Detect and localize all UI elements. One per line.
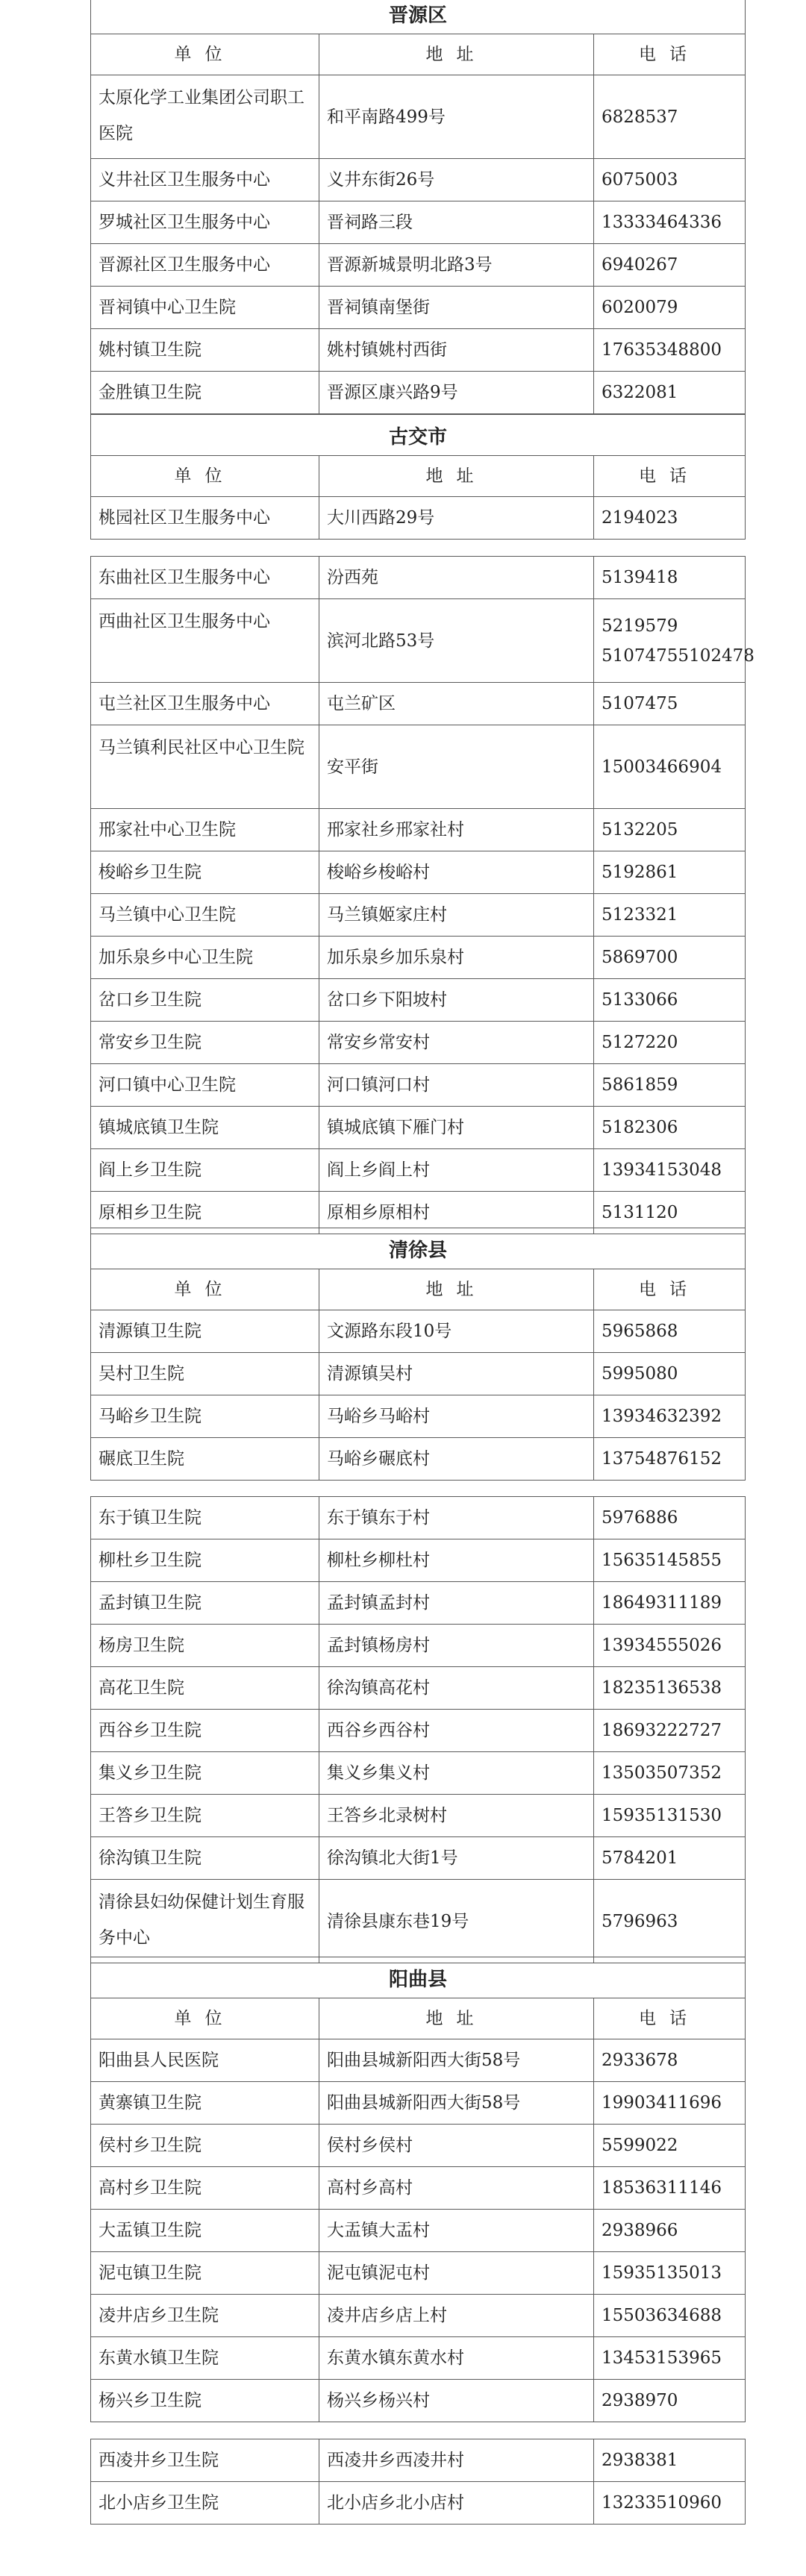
table-block (90, 414, 746, 540)
header-address: 地址 (319, 1998, 594, 2039)
phone-number: 18649311189 (602, 1593, 722, 1613)
table-row (91, 725, 745, 809)
phone-cell (594, 2125, 745, 2166)
unit-cell: 集义乡卫生院 (91, 1752, 319, 1794)
table-block (90, 2439, 746, 2525)
address-cell: 晋源区康兴路9号 (319, 372, 594, 413)
header-unit: 单位 (91, 34, 319, 75)
table-row (91, 2210, 745, 2252)
table-block (90, 1496, 746, 1963)
unit-cell: 梭峪乡卫生院 (91, 851, 319, 893)
phone-cell (594, 725, 745, 808)
table-row (91, 497, 745, 540)
table-row (91, 75, 745, 159)
phone-cell (594, 2380, 745, 2422)
table-row (91, 1353, 745, 1395)
address-cell: 柳杜乡柳杜村 (319, 1539, 594, 1581)
table-row (91, 1064, 745, 1107)
address-cell: 阎上乡阎上村 (319, 1149, 594, 1191)
phone-cell (594, 2439, 745, 2481)
phone-cell (594, 201, 745, 243)
phone-number: 13934153048 (602, 1160, 722, 1180)
address-cell: 高村乡高村 (319, 2167, 594, 2209)
address-cell: 王答乡北录树村 (319, 1795, 594, 1836)
phone-cell (594, 329, 745, 371)
header-unit: 单位 (91, 456, 319, 496)
unit-cell: 常安乡卫生院 (91, 1022, 319, 1063)
phone-number: 6828537 (602, 107, 678, 127)
phone-number: 5869700 (602, 948, 678, 967)
table-row (91, 2252, 745, 2295)
phone-number: 5139418 (602, 568, 678, 587)
table-row (91, 1880, 745, 1963)
phone-cell (594, 557, 745, 598)
address-cell: 孟封镇杨房村 (319, 1625, 594, 1666)
table-row (91, 1795, 745, 1837)
unit-cell: 晋源社区卫生服务中心 (91, 244, 319, 286)
phone-number: 5965868 (602, 1322, 678, 1341)
unit-cell: 吴村卫生院 (91, 1353, 319, 1395)
table-row (91, 2039, 745, 2082)
phone-cell (594, 159, 745, 201)
phone-number: 13934632392 (602, 1407, 722, 1426)
phone-cell (594, 599, 755, 682)
table-row (91, 1395, 745, 1438)
table-row (91, 979, 745, 1022)
address-cell: 马峪乡马峪村 (319, 1395, 594, 1437)
header-phone: 电话 (639, 45, 700, 64)
phone-cell (594, 894, 745, 936)
phone-number: 5192861 (602, 863, 678, 882)
header-address: 地址 (319, 1269, 594, 1310)
table-row (91, 1022, 745, 1064)
phone-cell (594, 1582, 745, 1624)
phone-number: 6322081 (602, 383, 678, 402)
phone-cell (594, 1107, 745, 1148)
table-row (91, 2082, 745, 2125)
table-header-row (91, 34, 745, 75)
phone-number: 18235136538 (602, 1678, 722, 1698)
phone-cell (594, 497, 745, 539)
table-row (91, 372, 745, 414)
address-cell: 孟封镇孟封村 (319, 1582, 594, 1624)
phone-cell (594, 1022, 745, 1063)
table-row (91, 287, 745, 329)
unit-cell: 泥屯镇卫生院 (91, 2252, 319, 2294)
phone-cell (594, 937, 745, 978)
address-cell: 汾西苑 (319, 557, 594, 598)
table-row (91, 557, 745, 599)
phone-number: 2194023 (602, 508, 678, 528)
phone-number: 5219579 (602, 616, 678, 636)
region-title: 清徐县 (91, 1228, 745, 1269)
phone-cell (594, 1353, 745, 1395)
unit-cell: 西谷乡卫生院 (91, 1710, 319, 1751)
phone-number: 15503634688 (602, 2306, 722, 2325)
phone-cell (594, 1395, 745, 1437)
unit-cell: 黄寨镇卫生院 (91, 2082, 319, 2124)
address-cell: 晋祠路三段 (319, 201, 594, 243)
unit-cell: 原相乡卫生院 (91, 1192, 319, 1234)
phone-number: 5995080 (602, 1364, 678, 1384)
table-row (91, 329, 745, 372)
phone-cell (594, 1880, 745, 1963)
address-cell: 东黄水镇东黄水村 (319, 2337, 594, 2379)
unit-cell: 凌井店乡卫生院 (91, 2295, 319, 2336)
address-cell: 梭峪乡梭峪村 (319, 851, 594, 893)
address-cell: 凌井店乡店上村 (319, 2295, 594, 2336)
phone-cell (594, 1438, 745, 1480)
phone-number: 18693222727 (602, 1721, 722, 1740)
address-cell: 大盂镇大盂村 (319, 2210, 594, 2251)
unit-cell: 东黄水镇卫生院 (91, 2337, 319, 2379)
phone-number: 5784201 (602, 1848, 678, 1868)
unit-cell: 阎上乡卫生院 (91, 1149, 319, 1191)
header-unit: 单位 (91, 1998, 319, 2039)
phone-number: 18536311146 (602, 2178, 722, 2198)
region-title: 古交市 (91, 415, 745, 456)
unit-cell: 侯村乡卫生院 (91, 2125, 319, 2166)
phone-number: 2933678 (602, 2051, 678, 2070)
phone-number: 5976886 (602, 1508, 678, 1528)
unit-cell: 阳曲县人民医院 (91, 2039, 319, 2081)
phone-number: 15935131530 (602, 1806, 722, 1825)
table-header-row (91, 1998, 745, 2039)
unit-cell: 屯兰社区卫生服务中心 (91, 683, 319, 725)
unit-cell: 高花卫生院 (91, 1667, 319, 1709)
address-cell: 马峪乡碾底村 (319, 1438, 594, 1480)
phone-number: 13754876152 (602, 1449, 722, 1469)
phone-cell (594, 372, 745, 413)
address-cell: 北小店乡北小店村 (319, 2482, 594, 2524)
unit-cell: 金胜镇卫生院 (91, 372, 319, 413)
unit-cell: 杨兴乡卫生院 (91, 2380, 319, 2422)
phone-cell (594, 1710, 745, 1751)
unit-cell: 孟封镇卫生院 (91, 1582, 319, 1624)
table-row (91, 1667, 745, 1710)
table-row (91, 201, 745, 244)
table-row (91, 1310, 745, 1353)
address-cell: 阳曲县城新阳西大街58号 (319, 2082, 594, 2124)
unit-cell: 姚村镇卫生院 (91, 329, 319, 371)
header-unit: 单位 (91, 1269, 319, 1310)
phone-number: 2938381 (602, 2451, 678, 2470)
header-address: 地址 (319, 456, 594, 496)
phone-cell (594, 2082, 745, 2124)
address-cell: 徐沟镇北大街1号 (319, 1837, 594, 1879)
table-row (91, 2380, 745, 2422)
unit-cell: 高村乡卫生院 (91, 2167, 319, 2209)
phone-number: 5132205 (602, 820, 678, 840)
unit-cell: 义井社区卫生服务中心 (91, 159, 319, 201)
unit-cell: 清源镇卫生院 (91, 1310, 319, 1352)
unit-cell: 晋祠镇中心卫生院 (91, 287, 319, 328)
phone-cell (594, 2167, 745, 2209)
phone-number: 5123321 (602, 905, 678, 925)
table-row (91, 1582, 745, 1625)
unit-cell: 镇城底镇卫生院 (91, 1107, 319, 1148)
address-cell: 大川西路29号 (319, 497, 594, 539)
phone-cell (594, 1795, 745, 1836)
phone-number: 5131120 (602, 1203, 678, 1222)
table-row (91, 2482, 745, 2525)
phone-cell (594, 1539, 745, 1581)
phone-cell (594, 683, 745, 725)
phone-cell (594, 851, 745, 893)
table-row (91, 599, 755, 683)
unit-cell: 马兰镇中心卫生院 (91, 894, 319, 936)
phone-number: 2938966 (602, 2221, 678, 2240)
address-cell: 马兰镇姬家庄村 (319, 894, 594, 936)
address-cell: 常安乡常安村 (319, 1022, 594, 1063)
region-title: 阳曲县 (91, 1957, 745, 1998)
unit-cell: 清徐县妇幼保健计划生育服务中心 (91, 1880, 319, 1963)
unit-cell: 大盂镇卫生院 (91, 2210, 319, 2251)
unit-cell: 西凌井乡卫生院 (91, 2439, 319, 2481)
phone-cell (594, 809, 745, 851)
table-row (91, 1837, 745, 1880)
region-title: 晋源区 (91, 0, 745, 34)
table-block (90, 556, 755, 1234)
phone-number: 2938970 (602, 2391, 678, 2410)
phone-cell (594, 1625, 745, 1666)
header-address: 地址 (319, 34, 594, 75)
table-block (90, 0, 746, 414)
phone-number: 6020079 (602, 298, 678, 317)
unit-cell: 碾底卫生院 (91, 1438, 319, 1480)
unit-cell: 河口镇中心卫生院 (91, 1064, 319, 1106)
phone-number: 13453153965 (602, 2348, 722, 2368)
address-cell: 西凌井乡西凌井村 (319, 2439, 594, 2481)
table-row (91, 2439, 745, 2482)
phone-cell (594, 2210, 745, 2251)
address-cell: 泥屯镇泥屯村 (319, 2252, 594, 2294)
phone-number: 15635145855 (602, 1551, 722, 1570)
address-cell: 清源镇吴村 (319, 1353, 594, 1395)
phone-number: 51074755102478 (602, 645, 755, 666)
phone-number: 5127220 (602, 1033, 678, 1052)
unit-cell: 邢家社中心卫生院 (91, 809, 319, 851)
address-cell: 清徐县康东巷19号 (319, 1880, 594, 1963)
table-row (91, 244, 745, 287)
address-cell: 和平南路499号 (319, 75, 594, 158)
table-header-row (91, 1269, 745, 1310)
unit-cell: 东于镇卫生院 (91, 1497, 319, 1539)
phone-cell (594, 75, 745, 158)
phone-cell (594, 979, 745, 1021)
table-row (91, 2295, 745, 2337)
phone-number: 15003466904 (602, 757, 722, 777)
phone-number: 15935135013 (602, 2263, 722, 2283)
address-cell: 晋源新城景明北路3号 (319, 244, 594, 286)
table-row (91, 894, 745, 937)
address-cell: 晋祠镇南堡街 (319, 287, 594, 328)
phone-number: 19903411696 (602, 2093, 722, 2113)
phone-cell (594, 244, 745, 286)
table-row (91, 1710, 745, 1752)
phone-cell (594, 287, 745, 328)
unit-cell: 西曲社区卫生服务中心 (91, 599, 319, 682)
table-header-row (91, 456, 745, 497)
unit-cell: 柳杜乡卫生院 (91, 1539, 319, 1581)
unit-cell: 加乐泉乡中心卫生院 (91, 937, 319, 978)
unit-cell: 马兰镇利民社区中心卫生院 (91, 725, 319, 808)
phone-cell (594, 1837, 745, 1879)
table-row (91, 2167, 745, 2210)
table-row (91, 1539, 745, 1582)
phone-number: 5796963 (602, 1911, 678, 1931)
table-row (91, 159, 745, 201)
table-block (90, 1957, 746, 2422)
phone-number: 5182306 (602, 1118, 678, 1137)
table-block (90, 1228, 746, 1481)
phone-cell (594, 1752, 745, 1794)
header-phone: 电话 (639, 466, 700, 486)
phone-number: 17635348800 (602, 340, 722, 360)
unit-cell: 杨房卫生院 (91, 1625, 319, 1666)
phone-number: 5599022 (602, 2136, 678, 2155)
table-row (91, 2125, 745, 2167)
address-cell: 文源路东段10号 (319, 1310, 594, 1352)
phone-cell (594, 2337, 745, 2379)
address-cell: 徐沟镇高花村 (319, 1667, 594, 1709)
address-cell: 杨兴乡杨兴村 (319, 2380, 594, 2422)
phone-number: 6940267 (602, 255, 678, 275)
phone-cell (594, 1667, 745, 1709)
address-cell: 阳曲县城新阳西大街58号 (319, 2039, 594, 2081)
table-row (91, 1438, 745, 1481)
address-cell: 东于镇东于村 (319, 1497, 594, 1539)
phone-cell (594, 2039, 745, 2081)
table-row (91, 2337, 745, 2380)
phone-cell (594, 2295, 745, 2336)
address-cell: 河口镇河口村 (319, 1064, 594, 1106)
table-row (91, 1107, 745, 1149)
header-phone: 电话 (639, 1280, 700, 1299)
unit-cell: 北小店乡卫生院 (91, 2482, 319, 2524)
table-row (91, 851, 745, 894)
unit-cell: 桃园社区卫生服务中心 (91, 497, 319, 539)
address-cell: 安平街 (319, 725, 594, 808)
table-row (91, 1149, 745, 1192)
unit-cell: 王答乡卫生院 (91, 1795, 319, 1836)
address-cell: 姚村镇姚村西街 (319, 329, 594, 371)
unit-cell: 岔口乡卫生院 (91, 979, 319, 1021)
unit-cell: 东曲社区卫生服务中心 (91, 557, 319, 598)
address-cell: 义井东街26号 (319, 159, 594, 201)
address-cell: 屯兰矿区 (319, 683, 594, 725)
address-cell: 邢家社乡邢家社村 (319, 809, 594, 851)
phone-cell (594, 1310, 745, 1352)
phone-number: 13233510960 (602, 2493, 722, 2513)
table-row (91, 937, 745, 979)
table-row (91, 809, 745, 851)
address-cell: 加乐泉乡加乐泉村 (319, 937, 594, 978)
unit-cell: 太原化学工业集团公司职工医院 (91, 75, 319, 158)
table-row (91, 1625, 745, 1667)
phone-number: 6075003 (602, 170, 678, 190)
phone-cell (594, 2252, 745, 2294)
phone-cell (594, 1149, 745, 1191)
phone-cell (594, 1064, 745, 1106)
phone-cell (594, 2482, 745, 2524)
address-cell: 集义乡集义村 (319, 1752, 594, 1794)
phone-number: 5861859 (602, 1075, 678, 1095)
address-cell: 岔口乡下阳坡村 (319, 979, 594, 1021)
unit-cell: 徐沟镇卫生院 (91, 1837, 319, 1879)
phone-number: 5107475 (602, 694, 678, 713)
address-cell: 原相乡原相村 (319, 1192, 594, 1234)
phone-number: 13333464336 (602, 213, 722, 232)
address-cell: 镇城底镇下雁门村 (319, 1107, 594, 1148)
address-cell: 西谷乡西谷村 (319, 1710, 594, 1751)
table-row (91, 1752, 745, 1795)
phone-number: 5133066 (602, 990, 678, 1010)
address-cell: 滨河北路53号 (319, 599, 594, 682)
header-phone: 电话 (639, 2009, 700, 2028)
table-row (91, 683, 745, 725)
phone-cell (594, 1497, 745, 1539)
phone-number: 13934555026 (602, 1636, 722, 1655)
phone-number: 13503507352 (602, 1763, 722, 1783)
unit-cell: 罗城社区卫生服务中心 (91, 201, 319, 243)
table-row (91, 1497, 745, 1539)
unit-cell: 马峪乡卫生院 (91, 1395, 319, 1437)
address-cell: 侯村乡侯村 (319, 2125, 594, 2166)
